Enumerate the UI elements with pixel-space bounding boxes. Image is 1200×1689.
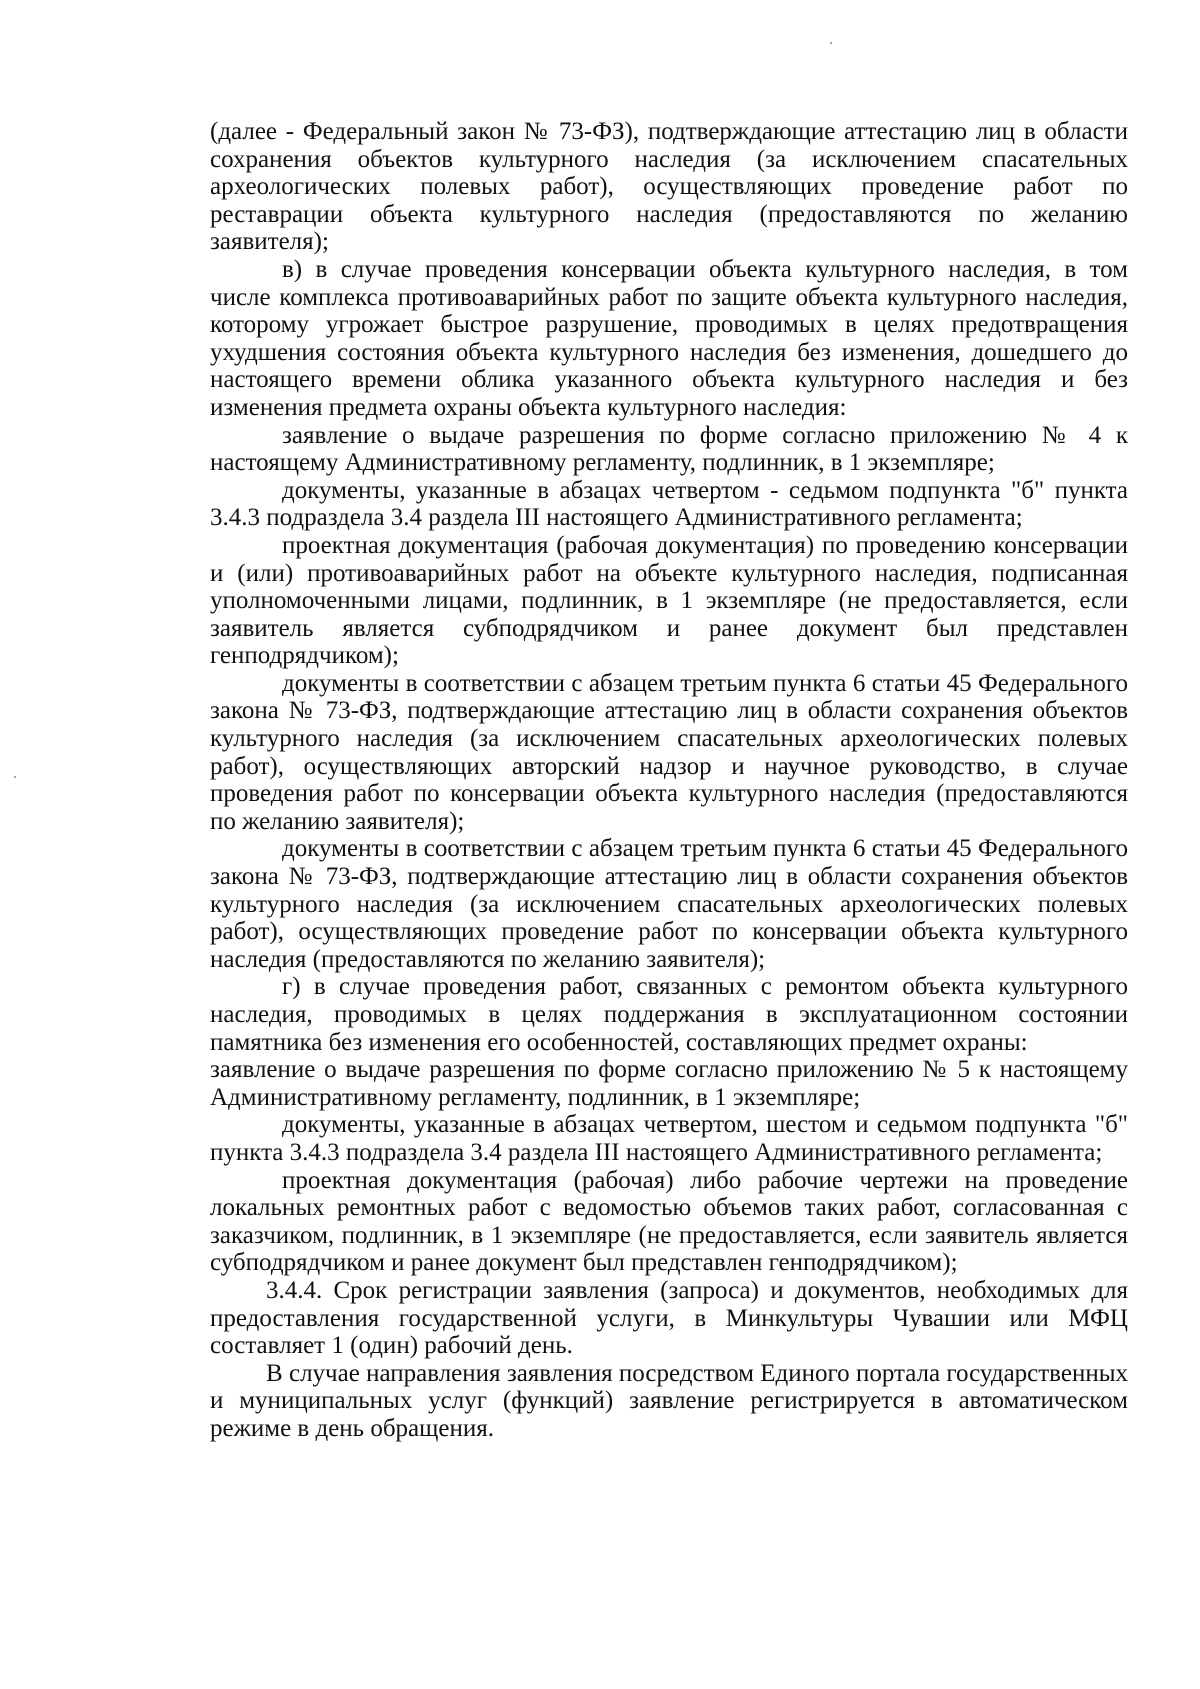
scan-speck (830, 42, 832, 44)
paragraph-13: В случае направления заявления посредством Единого портала государственных и муниципальных услуг (функций) заявление регистрируется в автоматическом режиме в день обращения. (210, 1359, 1128, 1442)
paragraph-10: документы, указанные в абзацах четвертом, шестом и седьмом подпункта "б" пункта 3.4.3 подраздела 3.4 раздела III настоящего Административного регламента; (210, 1111, 1128, 1166)
paragraph-03: заявление о выдаче разрешения по форме согласно приложению № 4 к настоящему Административному регламенту, подлинник, в 1 экземпляре; (210, 421, 1128, 477)
paragraph-06: документы в соответствии с абзацем третьим пункта 6 статьи 45 Федерального закона № 73-ФЗ, подтверждающие аттестацию лиц в области сохранения объектов культурного наследия (за исключением спасательных археологических полевых работ), осуществляющих авторский надзор и научное руководство, в случае проведения работ по консервации объекта культурного наследия (предоставляются по желанию заявителя); (210, 669, 1128, 835)
paragraph-04: документы, указанные в абзацах четвертом - седьмом подпункта "б" пункта 3.4.3 подраздела 3.4 раздела III настоящего Административного регламента; (210, 476, 1128, 532)
paragraph-12: 3.4.4. Срок регистрации заявления (запроса) и документов, необходимых для предоставления государственной услуги, в Минкультуры Чувашии или МФЦ составляет 1 (один) рабочий день. (210, 1276, 1128, 1360)
paragraph-01: (далее - Федеральный закон № 73-ФЗ), подтверждающие аттестацию лиц в области сохранения объектов культурного наследия (за исключением спасательных археологических полевых работ), осуществляющих проведение работ по реставрации объекта культурного наследия (предоставляются по желанию заявителя); (210, 118, 1128, 256)
scan-speck (14, 776, 16, 778)
paragraph-11: проектная документация (рабочая) либо рабочие чертежи на проведение локальных ремонтных работ с ведомостью объемов таких работ, согласованная с заказчиком, подлинник, в 1 экземпляре (не предоставляется, если заявитель является субподрядчиком и ранее документ был представлен генподрядчиком); (210, 1166, 1128, 1277)
paragraph-07: документы в соответствии с абзацем третьим пункта 6 статьи 45 Федерального закона № 73-ФЗ, подтверждающие аттестацию лиц в области сохранения объектов культурного наследия (за исключением спасательных археологических полевых работ), осуществляющих проведение работ по консервации объекта культурного наследия (предоставляются по желанию заявителя); (210, 835, 1128, 973)
paragraph-05: проектная документация (рабочая документация) по проведению консервации и (или) противоаварийных работ на объекте культурного наследия, подписанная уполномоченными лицами, подлинник, в 1 экземпляре (не предоставляется, если заявитель является субподрядчиком и ранее документ был представлен генподрядчиком); (210, 531, 1128, 670)
paragraph-09: заявление о выдаче разрешения по форме согласно приложению № 5 к настоящему Административному регламенту, подлинник, в 1 экземпляре; (210, 1056, 1128, 1111)
paragraph-02: в) в случае проведения консервации объекта культурного наследия, в том числе комплекса противоаварийных работ по защите объекта культурного наследия, которому угрожает быстрое разрушение, проводимых в целях предотвращения ухудшения состояния объекта культурного наследия без изменения, дошедшего до настоящего времени облика указанного объекта культурного наследия и без изменения предмета охраны объекта культурного наследия: (210, 255, 1128, 421)
document-page (210, 118, 1128, 1443)
paragraph-08: г) в случае проведения работ, связанных с ремонтом объекта культурного наследия, проводимых в целях поддержания в эксплуатационном состоянии памятника без изменения его особенностей, составляющих предмет охраны: (210, 973, 1128, 1056)
